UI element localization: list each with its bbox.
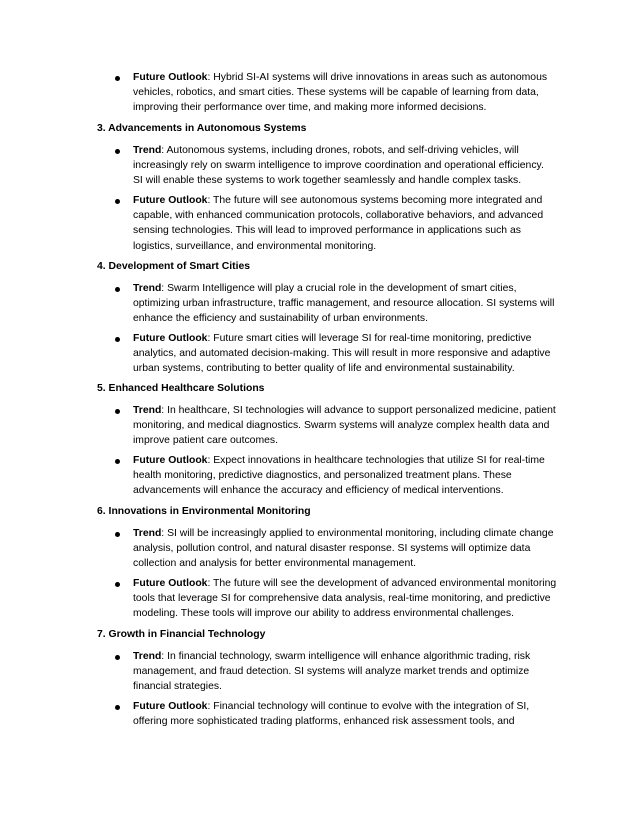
bullet-label: Trend	[133, 405, 162, 416]
bullet-text	[133, 649, 547, 695]
bullet-line: : The future will see autonomous systems becoming more integrated and	[207, 195, 543, 206]
section-heading-7: 7. Growth in Financial Technology	[97, 629, 266, 640]
bullet-line: : Expect innovations in healthcare technologies that utilize SI for real-time	[207, 455, 545, 466]
bullet-line: tools that leverage SI for comprehensive data analysis, real-time monitoring, and predictive	[133, 593, 551, 605]
bullet-dot	[115, 76, 120, 81]
bullet-line: improve patient care outcomes.	[133, 435, 278, 447]
bullet-line: increasingly rely on swarm intelligence to improve coordination and operational efficiency.	[133, 160, 544, 172]
bullet-dot	[115, 337, 120, 342]
bullet-line: improving their performance over time, and making more informed decisions.	[133, 102, 487, 114]
bullet-line: enhance the efficiency and sustainability of urban environments.	[133, 313, 428, 325]
bullet-text	[133, 281, 555, 327]
bullet-text	[133, 331, 551, 377]
bullet-line: collection and analysis for better environmental management.	[133, 558, 417, 570]
bullet-dot	[115, 655, 120, 660]
bullet-text	[133, 453, 547, 499]
bullet-label: Future Outlook	[133, 195, 208, 206]
bullet-text	[133, 403, 556, 449]
bullet-label: Future Outlook	[133, 578, 208, 589]
bullet-label: Trend	[133, 528, 162, 539]
bullet-line: capable, with enhanced communication protocols, collaborative behaviors, and advanced	[133, 210, 544, 222]
bullet-text	[133, 70, 547, 116]
section-heading-3: 3. Advancements in Autonomous Systems	[97, 123, 307, 134]
bullet-label: Future Outlook	[133, 701, 208, 712]
bullet-label: Trend	[133, 283, 162, 294]
bullet-line: health monitoring, predictive diagnostics, and personalized treatment plans. These	[133, 470, 512, 482]
bullet-label: Future Outlook	[133, 455, 208, 466]
bullet-line: urban systems, contributing to better quality of life and environmental sustainability.	[133, 363, 515, 375]
bullet-line: analytics, and automated decision-making. This will result in more responsive and adaptive	[133, 348, 551, 360]
bullet-dot	[115, 287, 120, 292]
bullet-dot	[115, 199, 120, 204]
bullet-line: monitoring, and medical diagnostics. Swarm systems will analyze complex health data and	[133, 420, 550, 432]
bullet-text	[133, 526, 554, 572]
bullet-label: Future Outlook	[133, 333, 208, 344]
bullet-line: optimizing urban infrastructure, traffic management, and resource allocation. SI systems will	[133, 298, 555, 310]
bullet-line: : Hybrid SI-AI systems will drive innovations in areas such as autonomous	[207, 72, 548, 83]
bullet-label: Trend	[133, 651, 162, 662]
bullet-line: : Future smart cities will leverage SI for real-time monitoring, predictive	[207, 333, 532, 344]
bullet-line: modeling. These tools will improve our ability to address environmental challenges.	[133, 608, 514, 620]
bullet-line: sensing technologies. This will lead to improved performance in applications such as	[133, 225, 521, 237]
section-heading-4: 4. Development of Smart Cities	[97, 261, 251, 272]
bullet-dot	[115, 705, 120, 710]
bullet-dot	[115, 582, 120, 587]
bullet-line: advancements will enhance the accuracy and efficiency of medical interventions.	[133, 485, 504, 497]
bullet-line: logistics, surveillance, and environmental monitoring.	[133, 240, 377, 252]
bullet-text	[133, 576, 557, 622]
bullet-dot	[115, 149, 120, 154]
bullet-text	[133, 193, 547, 254]
bullet-text	[133, 143, 547, 189]
bullet-label: Future Outlook	[133, 72, 208, 83]
bullet-line: SI will enable these systems to work together seamlessly and handle complex tasks.	[133, 175, 522, 187]
bullet-label: Trend	[133, 145, 162, 156]
bullet-line: : SI will be increasingly applied to environmental monitoring, including climate change	[161, 528, 554, 539]
bullet-line: offering more sophisticated trading platforms, enhanced risk assessment tools, and	[133, 716, 515, 728]
bullet-line: : Autonomous systems, including drones, robots, and self-driving vehicles, will	[161, 145, 519, 156]
bullet-dot	[115, 409, 120, 414]
bullet-line: analysis, pollution control, and natural disaster response. SI systems will optimize data	[133, 543, 531, 555]
bullet-line: : The future will see the development of advanced environmental monitoring	[207, 578, 557, 589]
bullet-line: : In financial technology, swarm intelligence will enhance algorithmic trading, risk	[161, 651, 531, 662]
bullet-line: management, and fraud detection. SI systems will analyze market trends and optimize	[133, 666, 530, 678]
bullet-dot	[115, 459, 120, 464]
section-heading-5: 5. Enhanced Healthcare Solutions	[97, 383, 265, 394]
bullet-line: : In healthcare, SI technologies will advance to support personalized medicine, patient	[161, 405, 556, 416]
bullet-line: : Swarm Intelligence will play a crucial role in the development of smart cities,	[161, 283, 517, 294]
bullet-line: vehicles, robotics, and smart cities. These systems will be capable of learning from data,	[133, 87, 539, 99]
bullet-line: financial strategies.	[133, 681, 222, 693]
bullet-line: : Financial technology will continue to evolve with the integration of SI,	[207, 701, 530, 712]
bullet-dot	[115, 532, 120, 537]
section-heading-6: 6. Innovations in Environmental Monitoring	[97, 506, 311, 517]
bullet-text	[133, 699, 547, 729]
